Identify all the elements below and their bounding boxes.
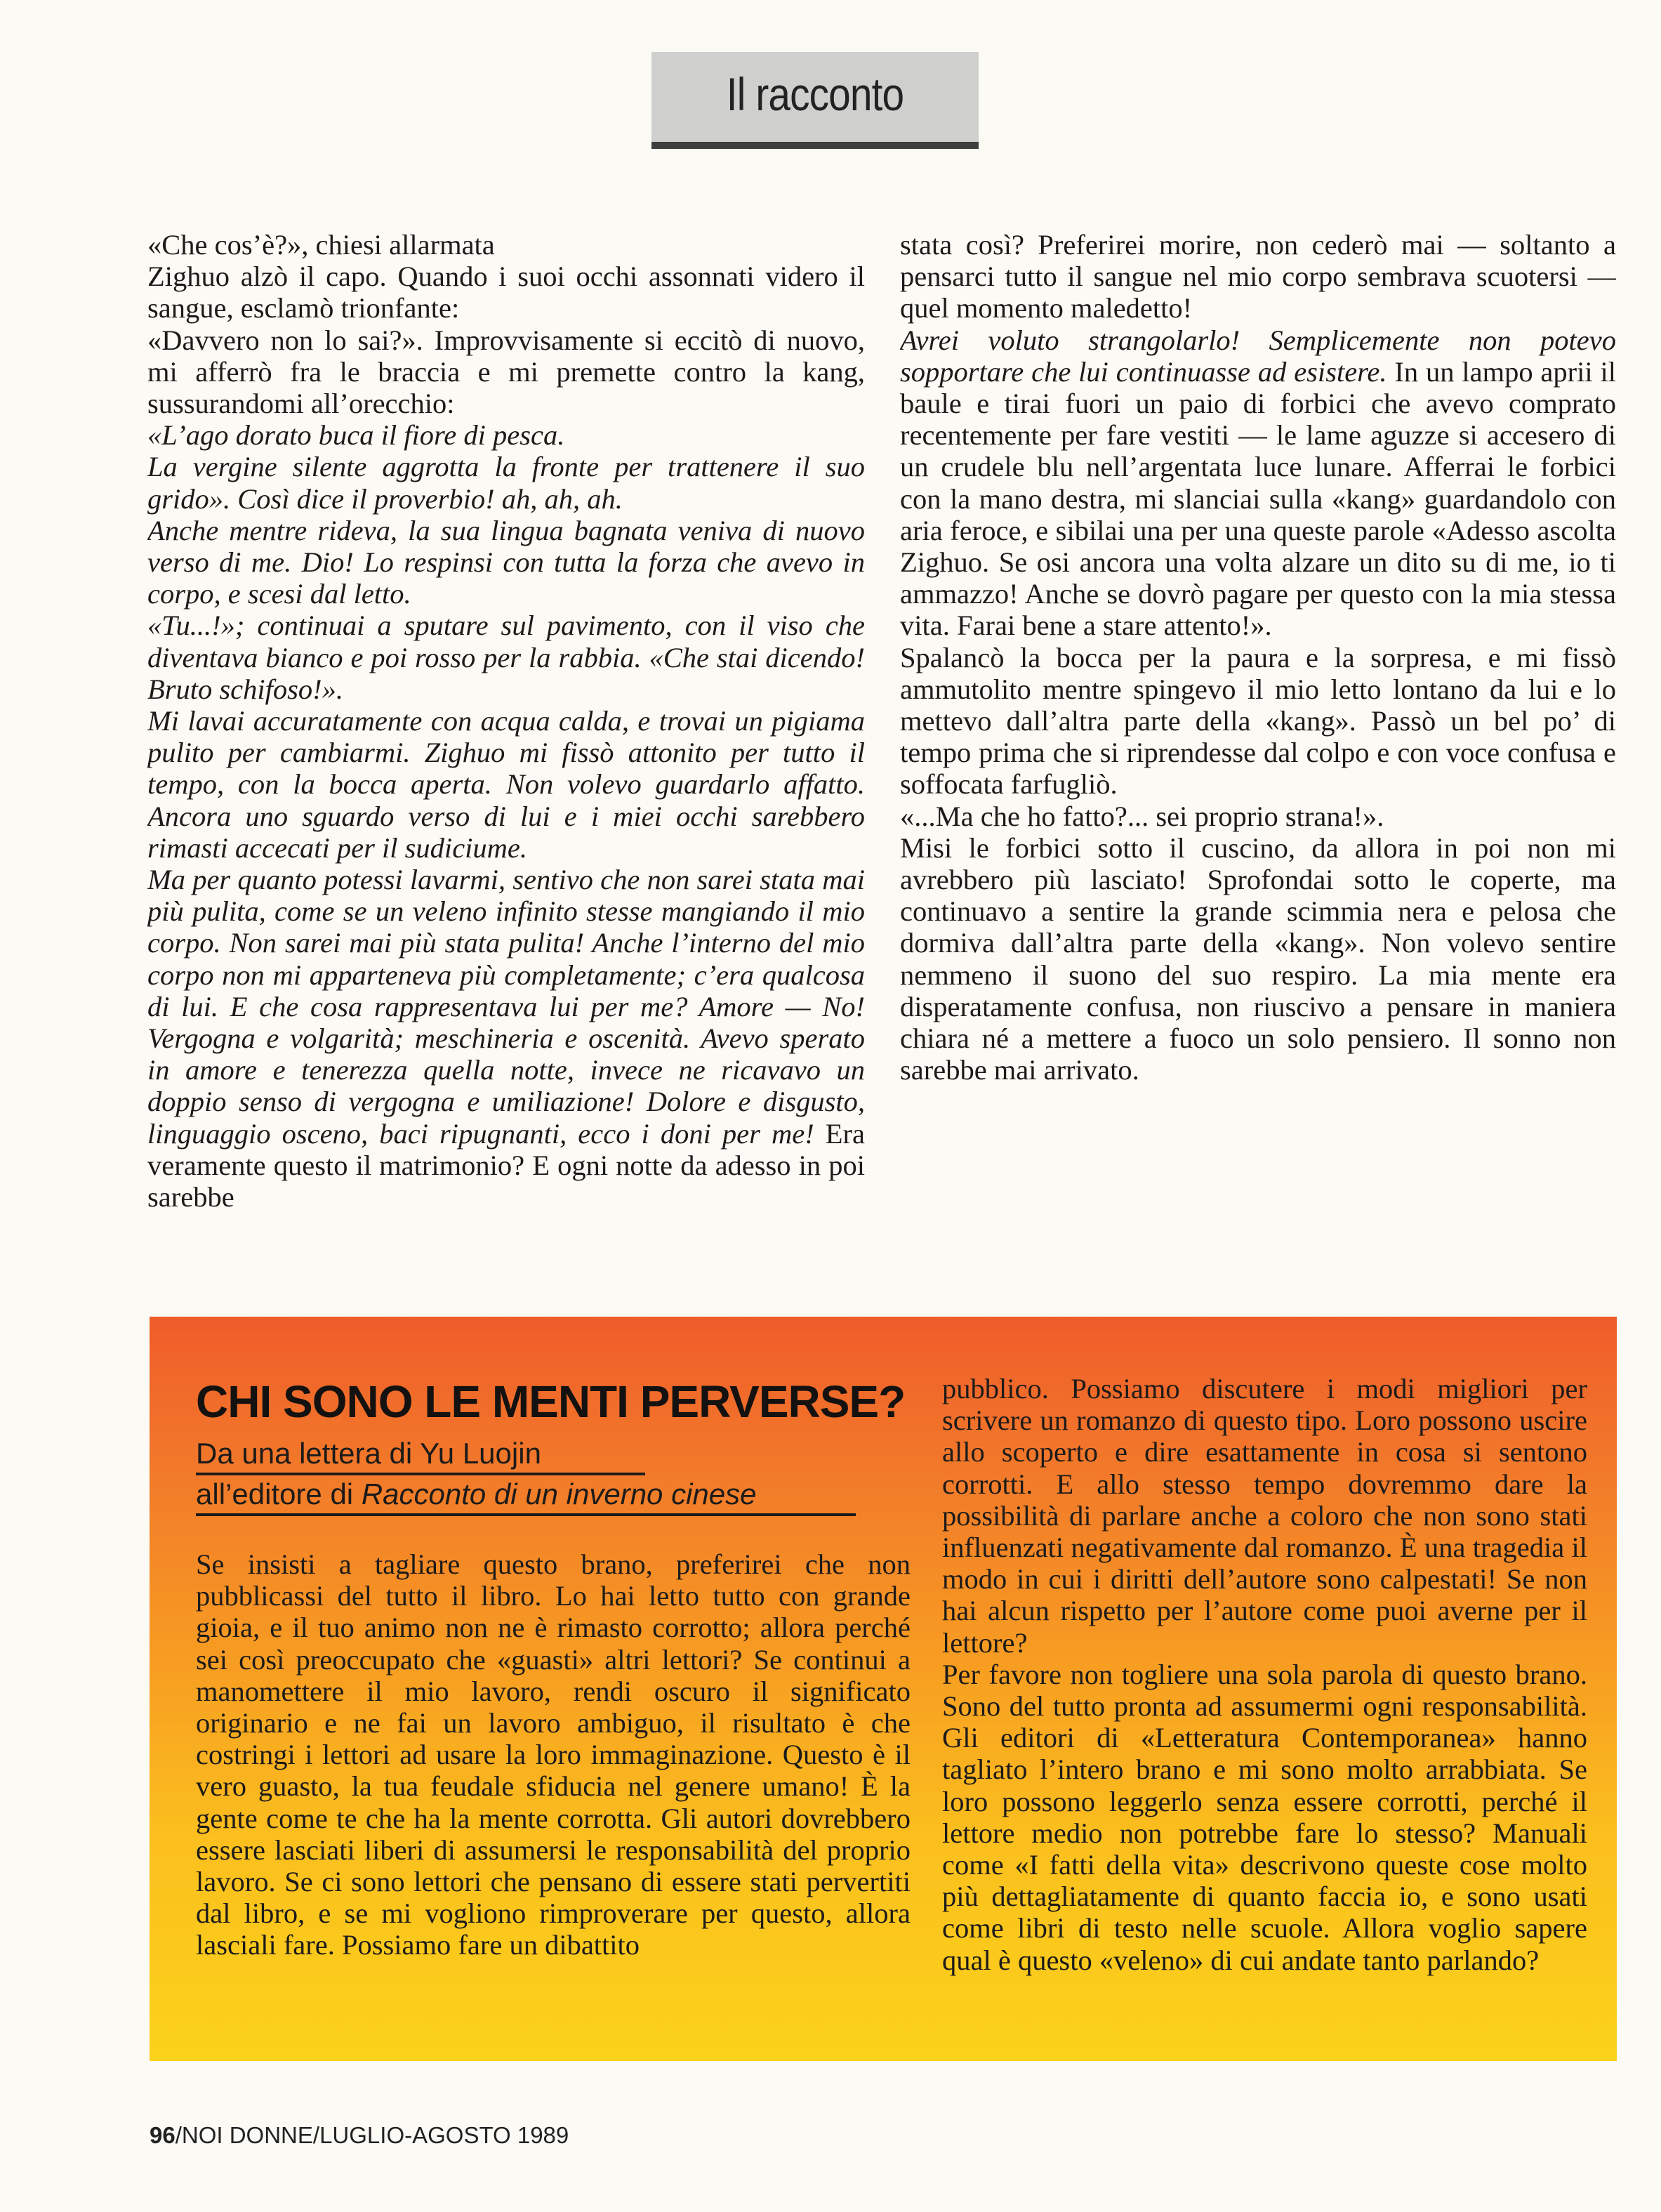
story-paragraph xyxy=(147,515,865,610)
story-paragraph-text: La vergine silente aggrotta la fronte per trattenere il suo grido». Così dice il proverbio! ah, ah, ah. xyxy=(147,451,865,515)
story-paragraph-text: Avrei voluto strangolarlo! Semplicemente non potevo sopportare che lui continuasse ad esistere. xyxy=(900,324,1616,388)
story-column-left xyxy=(147,229,865,1254)
page-number: 96 xyxy=(150,2122,176,2148)
story-paragraph-text: Spalancò la bocca per la paura e la sorpresa, e mi fissò ammutolito mentre spingevo il mio letto lontano da lui e lo mettevo dall’altra parte della «kang». Passò un bel po’ di tempo prima che si riprendesse dal colpo e con voce confusa e soffocata farfugliò. xyxy=(900,641,1616,801)
story-paragraph-tail: In un lampo aprii il baule e tirai fuori un paio di forbici che avevo comprato recentemente per fare vestiti — le lame aguzze si accesero di un crudele blu nell’argentata luce lunare. Afferrai le forbici con la mano destra, mi slanciai sulla «kang» guardandolo con aria feroce, e sibilai una per una queste parole «Adesso ascolta Zighuo. Se osi ancora una volta alzare un dito su di me, io ti ammazzo! Anche se dovrò pagare per questo con la mia stessa vita. Farai bene a stare attento!». xyxy=(900,355,1616,642)
sidebar-paragraph: pubblico. Possiamo discutere i modi migliori per scrivere un romanzo di questo tipo. Loro possono uscire allo scoperto e dire esattamente in cosa si sentono corrotti. E allo stesso tempo dovremmo dare la possibilità di parlare anche a coloro che non sono stati influenzati negativamente dal romanzo. È una tragedia il modo in cui i diritti dell’autore sono calpestati! Se non hai alcun rispetto per l’autore come puoi averne per il lettore? xyxy=(942,1373,1587,1659)
sidebar-subtitle-line-1: Da una lettera di Yu Luojin xyxy=(196,1435,645,1475)
section-tab xyxy=(651,52,979,149)
section-label: Il racconto xyxy=(726,68,904,120)
story-paragraph-text: Misi le forbici sotto il cuscino, da allora in poi non mi avrebbero più lasciato! Sprofondai sotto le coperte, ma continuavo a sentire la grande scimmia nera e pelosa che dormiva dall’altra parte della «kang». Non volevo sentire nemmeno il suono del suo respiro. La mia mente era disperatamente confusa, non riuscivo a pensare in maniera chiara né a mettere a fuoco un solo pensiero. Il sonno non sarebbe mai arrivato. xyxy=(900,831,1616,1086)
story-paragraph xyxy=(147,610,865,705)
footer-publication: /NOI DONNE/LUGLIO-AGOSTO 1989 xyxy=(175,2122,569,2148)
story-column-right xyxy=(900,229,1616,1254)
story-paragraph-text: «Tu...!»; continuai a sputare sul pavimento, con il viso che diventava bianco e poi rosso per la rabbia. «Che stai dicendo! Bruto schifoso!». xyxy=(147,610,865,705)
story-paragraph-text: «Che cos’è?», chiesi allarmata xyxy=(147,229,495,261)
story-paragraph-text: Ma per quanto potessi lavarmi, sentivo che non sarei stata mai più pulita, come se un veleno infinito stesse mangiando il mio corpo. Non sarei mai più stata pulita! Anche l’interno del mio corpo non mi apparteneva più completamente; c’era qualcosa di lui. E che cosa rappresentava lui per me? Amore — No! Vergogna e volgarità; meschineria e oscenità. Avevo sperato in amore e tenerezza quella notte, invece ne ricavavo un doppio senso di vergogna e umiliazione! Dolore e disgusto, linguaggio osceno, baci ripugnanti, ecco i doni per me! xyxy=(147,864,865,1150)
story-paragraph xyxy=(147,419,865,451)
sidebar-column-left xyxy=(196,1548,911,2054)
story-paragraph xyxy=(147,705,865,864)
story-paragraph-tail: Era veramente questo il matrimonio? E ogni notte da adesso in poi sarebbe xyxy=(147,1117,865,1213)
story-paragraph xyxy=(147,261,865,324)
sidebar-subtitle xyxy=(196,1435,911,1516)
story-paragraph-text: «Davvero non lo sai?». Improvvisamente si eccitò di nuovo, mi afferrò fra le braccia e mi premette contro la kang, sussurandomi all’orecchio: xyxy=(147,324,865,420)
story-paragraph-text: Mi lavai accuratamente con acqua calda, e trovai un pigiama pulito per cambiarmi. Zighuo mi fissò attonito per tutto il tempo, con la bocca aperta. Non volevo guardarlo affatto. Ancora uno sguardo verso di lui e i miei occhi sarebbero rimasti accecati per il sudiciume. xyxy=(147,705,865,864)
story-paragraph xyxy=(147,451,865,514)
sidebar-box xyxy=(150,1317,1617,2061)
sidebar-column-right xyxy=(942,1373,1587,2047)
story-paragraph-text: «L’ago dorato buca il fiore di pesca. xyxy=(147,419,565,452)
story-paragraph-text: Anche mentre rideva, la sua lingua bagnata veniva di nuovo verso di me. Dio! Lo respinsi con tutta la forza che avevo in corpo, e scesi dal letto. xyxy=(147,514,865,610)
sidebar-title: CHI SONO LE MENTI PERVERSE? xyxy=(196,1376,906,1427)
story-paragraph-text: Zighuo alzò il capo. Quando i suoi occhi assonnati videro il sangue, esclamò trionfante: xyxy=(147,261,865,324)
story-paragraph-text: «...Ma che ho fatto?... sei proprio strana!». xyxy=(900,800,1384,832)
story-paragraph xyxy=(900,801,1616,832)
story-paragraph xyxy=(147,229,865,261)
story-paragraph xyxy=(900,832,1616,1086)
story-paragraph-text: stata così? Preferirei morire, non cederò mai — soltanto a pensarci tutto il sangue nel mio corpo sembrava scuotersi — quel momento maledetto! xyxy=(900,229,1616,324)
story-paragraph xyxy=(900,229,1616,324)
sidebar-paragraph: Se insisti a tagliare questo brano, preferirei che non pubblicassi del tutto il libro. Lo hai letto tutto con grande gioia, e il tuo animo non ne è rimasto corrotto; allora perché sei così preoccupato che «guasti» altri lettori? Se continui a manomettere il mio lavoro, rendi oscuro il significato originario e ne fai un lavoro ambiguo, il risultato è che costringi i lettori ad usare la loro immaginazione. Questo è il vero guasto, la tua feudale sfiducia nel genere umano! È la gente come te che ha la mente corrotta. Gli autori dovrebbero essere lasciati liberi di assumersi le responsabilità del proprio lavoro. Se ci sono lettori che pensano di essere stati pervertiti dal libro, e se mi vogliono rimproverare per questo, allora lasciali fare. Possiamo fare un dibattito xyxy=(196,1548,911,1961)
page-footer xyxy=(150,2122,569,2149)
sidebar-subtitle-prefix: all’editore di xyxy=(196,1477,362,1510)
story-paragraph xyxy=(147,324,865,420)
story-paragraph xyxy=(900,324,1616,642)
sidebar-paragraph: Per favore non togliere una sola parola di questo brano. Sono del tutto pronta ad assumermi ogni responsabilità. Gli editori di «Letteratura Contemporanea» hanno tagliato l’intero brano e mi sono molto arrabbiata. Se loro possono leggerlo senza essere corrotti, perché il lettore medio non potrebbe fare lo stesso? Manuali come «I fatti della vita» descrivono queste cose molto più dettagliatamente di quanto faccia io, e sono usati come libri di testo nelle scuole. Allora voglio sapere qual è questo «veleno» di cui andate tanto parlando? xyxy=(942,1658,1587,1976)
story-paragraph xyxy=(147,864,865,1213)
sidebar-subtitle-line-2 xyxy=(196,1475,856,1516)
story-paragraph xyxy=(900,642,1616,801)
sidebar-subtitle-book-title: Racconto di un inverno cinese xyxy=(361,1477,757,1510)
